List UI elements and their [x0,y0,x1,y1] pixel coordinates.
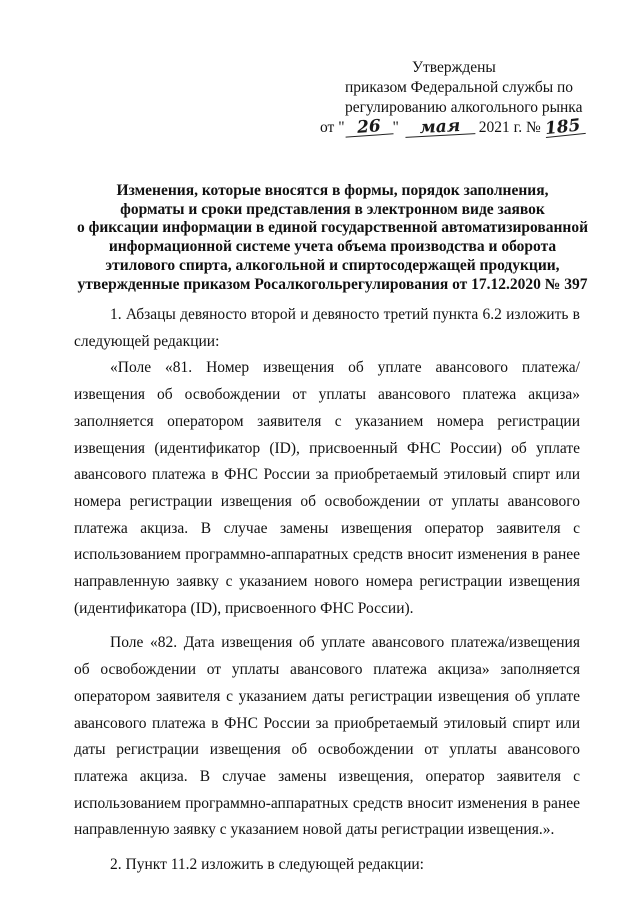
title-line: информационной системе учета объема производства и оборота [108,238,557,256]
document-title [70,182,595,294]
handwritten-day: 26 [344,117,393,137]
title-line: утвержденные приказом Росалкогольрегулирования от 17.12.2020 № 397 [77,275,588,293]
handwritten-order-number: 185 [544,117,586,138]
approval-block [318,58,618,138]
paragraph-item-1: 1. Абзацы девяносто второй и девяносто третий пункта 6.2 изложить в следующей редакции: [74,306,580,350]
title-line: о фиксации информации в единой государственной автоматизированной [76,219,589,237]
approval-order-line: приказом Федеральной службы по [345,79,574,96]
date-year: 2021 г. № [478,119,541,136]
paragraph-item-2: 2. Пункт 11.2 изложить в следующей редакции: [110,856,424,874]
date-prefix: от " [320,119,345,136]
title-line: форматы и сроки представления в электронном виде заявок [120,200,545,218]
handwritten-month: мая [404,117,475,138]
paragraph-field-81: «Поле «81. Номер извещения об уплате авансового платежа/извещения об освобождении от уплаты авансового платежа акциза» заполняется оператором заявителя с указанием номера регистрации извещения (идентификатор (ID), присвоенный ФНС России) об уплате авансового платежа в ФНС России за приобретаемый этиловый спирт или номера регистрации извещения об освобождении от уплаты авансового платежа акциза. В случае замены извещения оператор заявителя с использованием программно-аппаратных средств вносит изменения в ранее направленную заявку с указанием нового номера регистрации извещения (идентификатора (ID), присвоенного ФНС России). [74,359,580,617]
date-quote-close: " [392,119,399,136]
approval-heading: Утверждены [412,59,496,76]
document-body [74,302,580,879]
title-line: Изменения, которые вносятся в формы, порядок заполнения, [116,182,549,199]
paragraph-field-82: Поле «82. Дата извещения об уплате авансового платежа/извещения об освобождении от уплаты авансового платежа акциза» заполняется оператором заявителя с указанием даты регистрации извещения об уплате авансового платежа в ФНС России за приобретаемый этиловый спирт или даты регистрации извещения об освобождении от уплаты авансового платежа акциза. В случае замены извещения, оператор заявителя с использованием программно-аппаратных средств вносит изменения в ранее направленную заявку с указанием новой даты регистрации извещения.». [74,634,580,839]
approval-date-line [318,115,618,140]
approval-agency-line: регулированию алкогольного рынка [345,99,583,116]
title-line: этилового спирта, алкогольной и спиртосодержащей продукции, [105,256,560,274]
